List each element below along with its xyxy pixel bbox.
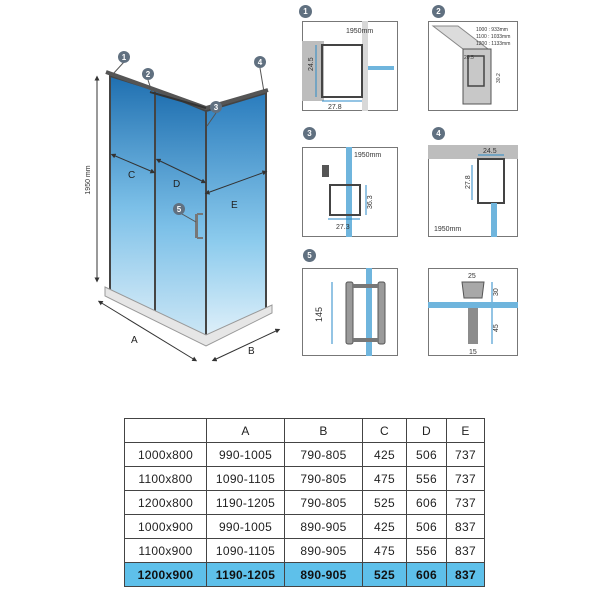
table-cell: 1000x800	[125, 443, 207, 467]
table-header-row	[125, 419, 485, 443]
height-label: 1950 mm	[85, 165, 92, 195]
svg-text:1200 : 1133mm: 1200 : 1133mm	[476, 41, 511, 47]
table-row	[125, 467, 485, 491]
dim-d-label: D	[173, 179, 181, 190]
table-cell: 737	[447, 443, 485, 467]
table-cell: 506	[407, 515, 447, 539]
svg-text:1950mm: 1950mm	[354, 152, 382, 159]
table-cell: 606	[407, 491, 447, 515]
detail-5-badge: 5	[303, 249, 316, 262]
table-header-cell: A	[207, 419, 285, 443]
table-cell: 737	[447, 467, 485, 491]
detail-2-profile	[428, 21, 518, 111]
detail-3-badge: 3	[303, 127, 316, 140]
table-row	[125, 515, 485, 539]
table-cell: 525	[363, 491, 407, 515]
table-header-cell: C	[363, 419, 407, 443]
dim-b-label: B	[248, 346, 255, 357]
table-cell: 890-905	[285, 563, 363, 587]
svg-text:20.5: 20.5	[464, 55, 474, 61]
detail-4-profile	[428, 145, 518, 237]
door-handle	[195, 214, 198, 238]
table-cell: 425	[363, 515, 407, 539]
table-header-cell: D	[407, 419, 447, 443]
table-cell: 1090-1105	[207, 467, 285, 491]
table-cell: 737	[447, 491, 485, 515]
svg-text:145: 145	[314, 306, 324, 322]
table-cell: 425	[363, 443, 407, 467]
table-cell: 1200x900	[125, 563, 207, 587]
dim-a-label: A	[131, 335, 138, 346]
detail-1-badge: 1	[299, 5, 312, 18]
table-row	[125, 443, 485, 467]
table-cell: 790-805	[285, 467, 363, 491]
table-cell: 1100x800	[125, 467, 207, 491]
table-header-cell: E	[447, 419, 485, 443]
svg-text:4: 4	[257, 58, 263, 67]
table-row	[125, 491, 485, 515]
table-cell: 1190-1205	[207, 491, 285, 515]
table-cell: 890-905	[285, 539, 363, 563]
svg-text:27.8: 27.8	[328, 104, 342, 111]
table-cell: 1100x900	[125, 539, 207, 563]
table-header-cell	[125, 419, 207, 443]
table-cell: 990-1005	[207, 515, 285, 539]
svg-text:1: 1	[121, 53, 127, 62]
table-cell: 606	[407, 563, 447, 587]
svg-text:30.2: 30.2	[496, 73, 502, 83]
detail-4-badge: 4	[432, 127, 445, 140]
svg-text:1950mm: 1950mm	[346, 28, 374, 35]
table-cell: 1000x900	[125, 515, 207, 539]
svg-text:1950mm: 1950mm	[434, 226, 462, 233]
svg-text:27.3: 27.3	[336, 224, 350, 231]
svg-text:5: 5	[176, 205, 182, 214]
svg-text:24.5: 24.5	[308, 57, 315, 71]
table-cell: 525	[363, 563, 407, 587]
svg-text:25: 25	[468, 273, 476, 280]
svg-text:45: 45	[493, 324, 500, 332]
table-cell: 1090-1105	[207, 539, 285, 563]
table-cell: 837	[447, 515, 485, 539]
dim-c-label: C	[128, 170, 136, 181]
svg-text:15: 15	[469, 349, 477, 356]
table-row	[125, 539, 485, 563]
fixed-glass-panel	[110, 76, 155, 316]
svg-text:1000 : 933mm: 1000 : 933mm	[476, 27, 508, 33]
table-cell: 990-1005	[207, 443, 285, 467]
table-cell: 790-805	[285, 491, 363, 515]
table-cell: 837	[447, 563, 485, 587]
dim-e-label: E	[231, 200, 238, 211]
svg-text:36.3: 36.3	[367, 195, 374, 209]
size-spec-table	[124, 418, 485, 587]
table-cell: 475	[363, 467, 407, 491]
detail-2-badge: 2	[432, 5, 445, 18]
table-header-cell: B	[285, 419, 363, 443]
svg-text:27.8: 27.8	[465, 175, 472, 189]
table-cell: 890-905	[285, 515, 363, 539]
table-cell: 475	[363, 539, 407, 563]
table-cell: 790-805	[285, 443, 363, 467]
detail-1-profile	[302, 21, 398, 111]
detail-5-handle	[302, 268, 398, 356]
svg-text:2: 2	[145, 70, 151, 79]
table-cell: 506	[407, 443, 447, 467]
callout-1	[113, 51, 130, 74]
callout-4	[254, 56, 266, 92]
svg-text:30: 30	[493, 288, 500, 296]
table-cell: 1200x800	[125, 491, 207, 515]
table-cell: 1190-1205	[207, 563, 285, 587]
side-glass-panel	[206, 93, 266, 340]
svg-text:3: 3	[213, 103, 219, 112]
svg-text:1100 : 1033mm: 1100 : 1033mm	[476, 34, 511, 40]
table-row	[125, 563, 485, 587]
detail-3-profile	[302, 147, 398, 237]
table-cell: 837	[447, 539, 485, 563]
svg-text:24.5: 24.5	[483, 148, 497, 155]
table-cell: 556	[407, 467, 447, 491]
table-cell: 556	[407, 539, 447, 563]
detail-6-connector	[428, 268, 518, 356]
